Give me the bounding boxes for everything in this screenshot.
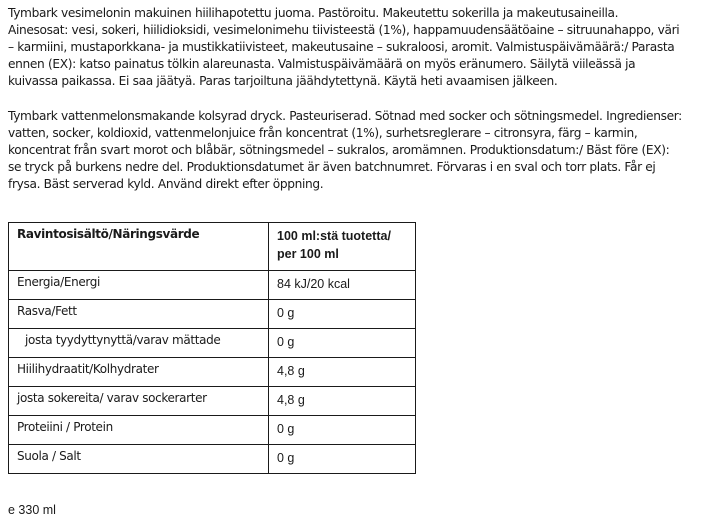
- nutrition-table: [8, 222, 416, 474]
- description-line: – karmiini, mustaporkkana- ja mustikkatiivisteet, makeutusaine – sukraloosi, aromit. Valmistuspäivämäärä:/ Parasta: [8, 40, 675, 54]
- description-line: Tymbark vesimelonin makuinen hiilihapotettu juoma. Pastöroitu. Makeutettu sokerilla ja makeutusaineilla.: [8, 6, 619, 20]
- nutrient-value: 4,8 g: [269, 387, 416, 416]
- nutrition-header-value-line2: per 100 ml: [277, 247, 339, 261]
- description-line: frysa. Bäst serverad kyld. Använd direkt efter öppning.: [8, 177, 324, 191]
- table-row: [9, 416, 416, 445]
- table-row: [9, 329, 416, 358]
- table-row: [9, 300, 416, 329]
- description-line: Tymbark vattenmelonsmakande kolsyrad dryck. Pasteuriserad. Sötnad med socker och sötningsmedel. Ingredienser:: [8, 109, 682, 123]
- description-finnish: [8, 5, 702, 90]
- nutrition-header-value: [269, 223, 416, 271]
- nutrient-value: 0 g: [269, 329, 416, 358]
- description-line: ennen (EX): katso painatus tölkin alareunasta. Valmistuspäivämäärä on myös eränumero. Säilytä viileässä ja: [8, 57, 636, 71]
- nutrient-label: Energia/Energi: [9, 271, 269, 300]
- table-row: [9, 358, 416, 387]
- description-line: se tryck på burkens nedre del. Produktionsdatumet är även batchnumret. Förvaras i en sval och torr plats. Får ej: [8, 160, 656, 174]
- nutrient-label: josta tyydyttynyttä/varav mättade: [25, 333, 221, 347]
- nutrient-value: 0 g: [269, 416, 416, 445]
- description-line: vatten, socker, koldioxid, vattenmelonjuice från koncentrat (1%), surhetsreglerare – citronsyra, färg – karmin,: [8, 126, 638, 140]
- nutrition-header-row: [9, 223, 416, 271]
- nutrient-label: josta sokereita/ varav sockerarter: [9, 387, 269, 416]
- nutrition-header-value-line1: 100 ml:stä tuotetta/: [277, 229, 391, 243]
- nutrient-label: Hiilihydraatit/Kolhydrater: [9, 358, 269, 387]
- description-line: kuivassa paikassa. Ei saa jäätyä. Paras tarjoiltuna jäähdytettynä. Käytä heti avaamisen jälkeen.: [8, 74, 558, 88]
- nutrient-value: 4,8 g: [269, 358, 416, 387]
- nutrient-value: 0 g: [269, 445, 416, 474]
- description-line: Ainesosat: vesi, sokeri, hiilidioksidi, vesimelonimehu tiivisteestä (1%), happamuudensäätöaine – sitruunahappo, väri: [8, 23, 680, 37]
- nutrient-label: Proteiini / Protein: [9, 416, 269, 445]
- description-line: koncentrat från svart morot och blåbär, sötningsmedel – sukralos, aromämnen. Produktionsdatum:/ Bäst före (EX):: [8, 143, 670, 157]
- nutrition-header-label: Ravintosisältö/Näringsvärde: [9, 223, 269, 271]
- nutrient-value: 0 g: [269, 300, 416, 329]
- nutrient-label: Suola / Salt: [9, 445, 269, 474]
- description-swedish: [8, 108, 702, 193]
- nutrient-label-cell: [9, 329, 269, 358]
- table-row: [9, 271, 416, 300]
- nutrient-label: Rasva/Fett: [9, 300, 269, 329]
- nutrient-value: 84 kJ/20 kcal: [269, 271, 416, 300]
- table-row: [9, 387, 416, 416]
- volume-note: e 330 ml: [8, 503, 56, 517]
- table-row: [9, 445, 416, 474]
